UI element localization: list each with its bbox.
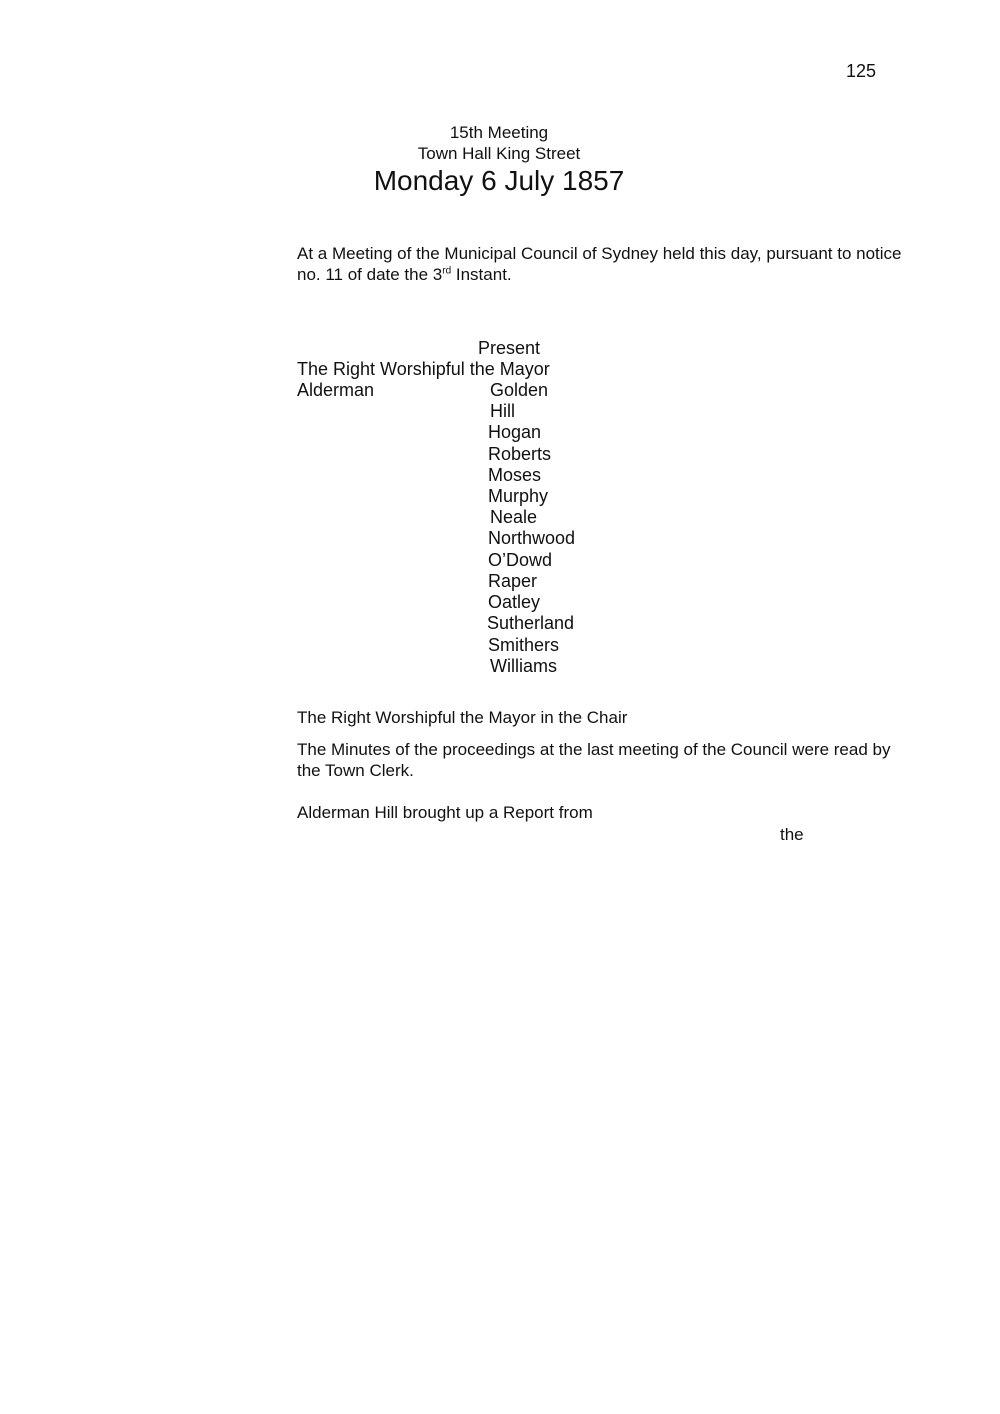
meeting-date: Monday 6 July 1857	[373, 165, 625, 196]
present-label: Present	[478, 338, 541, 358]
alderman-name: Smithers	[488, 635, 560, 655]
meeting-number: 15th Meeting	[449, 123, 549, 142]
report-continuation: the	[780, 825, 804, 844]
alderman-name: Moses	[488, 465, 542, 485]
intro-superscript: rd	[442, 265, 452, 277]
report-line: Alderman Hill brought up a Report from	[297, 803, 593, 822]
intro-text-end: Instant.	[451, 265, 512, 284]
minutes-paragraph: The Minutes of the proceedings at the last meeting of the Council were read by the Town Clerk.	[297, 740, 891, 780]
chair-line: The Right Worshipful the Mayor in the Chair	[297, 708, 628, 727]
intro-text: At a Meeting of the Municipal Council of Sydney held this day, pursuant to notice no. 11 of date the 3	[297, 244, 902, 284]
mayor-line: The Right Worshipful the Mayor	[297, 359, 550, 379]
alderman-name: O’Dowd	[488, 550, 553, 570]
alderman-name: Williams	[490, 656, 557, 676]
alderman-name: Oatley	[488, 592, 541, 612]
meeting-place: Town Hall King Street	[417, 144, 581, 163]
alderman-name: Neale	[490, 507, 538, 527]
alderman-label: Alderman	[297, 380, 375, 400]
intro-paragraph	[297, 243, 917, 285]
alderman-name: Hogan	[488, 422, 542, 442]
alderman-name: Murphy	[488, 486, 549, 506]
alderman-name: Sutherland	[487, 613, 575, 633]
alderman-name: Raper	[488, 571, 538, 591]
page-number: 125	[846, 61, 877, 81]
alderman-name: Golden	[490, 380, 549, 400]
alderman-name: Hill	[490, 401, 515, 421]
alderman-name: Northwood	[488, 528, 576, 548]
alderman-name: Roberts	[488, 444, 552, 464]
